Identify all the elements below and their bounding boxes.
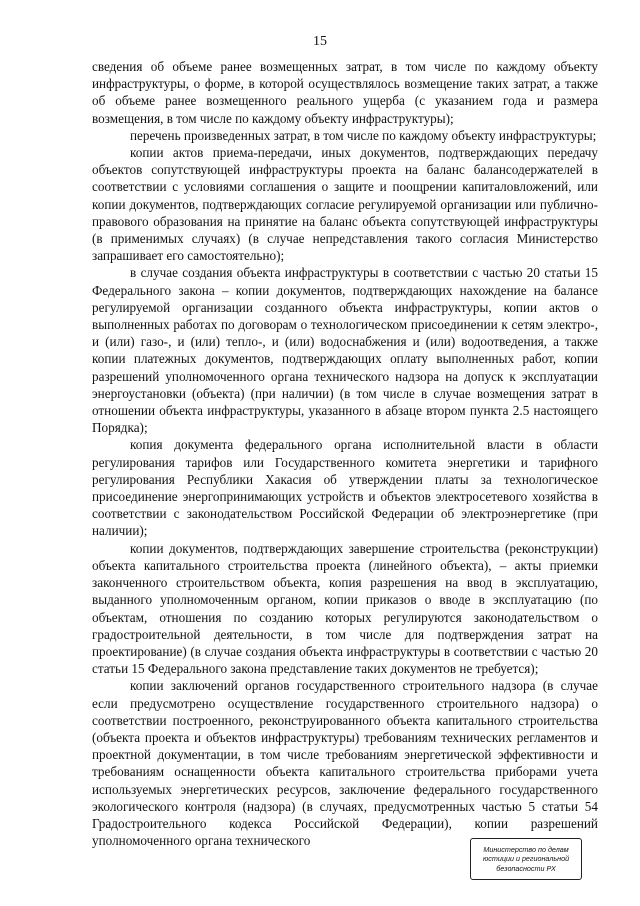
paragraph-transfer-acts: копии актов приема-передачи, иных документов, подтверждающих передачу объектов сопутствующей инфраструктуры проекта на баланс балансодержателей в соответствии с условиями соглашения о защите и поощрении капиталовложений, или копии документов, подтверждающих согласие регулируемой организации или публично-правового образования на принятие на баланс объекта сопутствующей инфраструктуры (в применимых случаях) (в случае непредставления такого согласия Министерство запрашивает его самостоятельно); — [92, 145, 598, 264]
ministry-stamp — [470, 838, 582, 880]
stamp-line: Министерство по делам — [483, 845, 569, 854]
paragraph-construction-completion: копии документов, подтверждающих завершение строительства (реконструкции) объекта капитального строительства проекта (линейного объекта), – акты приемки законченного строительством объекта, копия разрешения на ввод в эксплуатацию, выданного уполномоченным органом, копии приказов о вводе в эксплуатацию (по объектам, отношения по созданию которых регулируются законодательством о градостроительной деятельности, в том числе для подтверждения затрат на проектирование) (в случае создания объекта инфраструктуры в соответствии с частью 20 статьи 15 Федерального закона представление таких документов не требуется); — [92, 540, 598, 677]
stamp-line: безопасности РХ — [496, 863, 556, 873]
paragraph-expenses-info: сведения об объеме ранее возмещенных затрат, в том числе по каждому объекту инфраструктуры, о форме, в которой осуществлялось возмещение таких затрат, а также об объеме ранее возмещенного реального ущерба (с указанием года и размера возмещения, в том числе по каждому объекту инфраструктуры); — [92, 59, 598, 126]
paragraph-costs-list: перечень произведенных затрат, в том числе по каждому объекту инфраструктуры; — [130, 127, 597, 143]
stamp-line: юстиции и региональной — [482, 854, 570, 864]
document-body — [92, 58, 598, 849]
paragraph-infrastructure-creation: в случае создания объекта инфраструктуры в соответствии с частью 20 статьи 15 Федерального закона – копии документов, подтверждающих нахождение на балансе регулируемой организации созданного объекта инфраструктуры, копии актов о выполненных работах по договорам о технологическом присоединении к сетям электро-, и (или) газо-, и (или) тепло-, и (или) водоснабжения и (или) водоотведения, а также копии платежных документов, подтверждающих оплату выполненных работ, копии разрешений уполномоченного органа технического надзора на допуск к эксплуатации энергоустановки (объекта) (при наличии) (в том числе в случае возмещения затрат в отношении объекта инфраструктуры, указанного в абзаце втором пункта 2.5 настоящего Порядка); — [92, 265, 598, 436]
page-number: 15 — [313, 34, 327, 49]
paragraph-supervision-conclusions: копии заключений органов государственного строительного надзора (в случае если предусмотрено осуществление государственного строительного надзора) о соответствии построенного, реконструированного объекта капитального строительства (объекта проекта и объектов инфраструктуры) требованиям технических регламентов и проектной документации, в том числе требованиям энергетической эффективности и требованиям оснащенности объекта капитального строительства приборами учета используемых энергетических ресурсов, заключение федерального государственного экологического контроля (надзора) (в случаях, предусмотренных частью 5 статьи 54 Градостроительного кодекса Российской Федерации), копии разрешений уполномоченного органа технического — [92, 678, 598, 849]
paragraph-tariff-document: копия документа федерального органа исполнительной власти в области регулирования тарифов или Государственного комитета энергетики и тарифного регулирования Республики Хакасия об утверждении платы за технологическое присоединение энергопринимающих устройств и объектов электросетевого хозяйства в соответствии с законодательством Российской Федерации об электроэнергетике (при наличии); — [92, 437, 598, 539]
